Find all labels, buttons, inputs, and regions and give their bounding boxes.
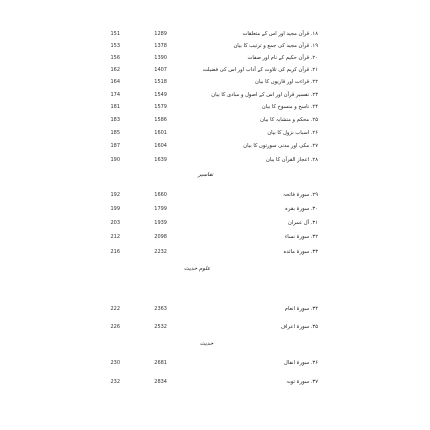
reference-number: 1579 bbox=[154, 104, 167, 110]
entry-title: ۳۵. سورۃ اعراف bbox=[280, 324, 318, 330]
reference-number: 1660 bbox=[154, 192, 167, 198]
table-row bbox=[0, 233, 430, 245]
section-heading: علوم حدیث bbox=[184, 266, 211, 272]
page-number: 181 bbox=[110, 104, 120, 110]
table-row bbox=[0, 42, 430, 54]
reference-number: 1601 bbox=[154, 130, 167, 136]
page-number: 190 bbox=[110, 157, 120, 163]
table-row bbox=[0, 205, 430, 217]
entry-title: ۲۶. اسباب نزول کا بیان bbox=[267, 130, 318, 136]
reference-number: 2363 bbox=[154, 306, 167, 312]
table-row bbox=[0, 248, 430, 260]
table-row bbox=[0, 91, 430, 103]
table-row bbox=[0, 142, 430, 154]
entry-title: ۳۱. آل عمران bbox=[288, 220, 318, 226]
reference-number: 2834 bbox=[154, 379, 167, 385]
section-heading: تفاسیر bbox=[198, 172, 214, 178]
reference-number: 1639 bbox=[154, 157, 167, 163]
reference-number: 2532 bbox=[154, 324, 167, 330]
table-row bbox=[0, 116, 430, 128]
entry-title: ۳۷. سورۃ توبہ bbox=[286, 379, 318, 385]
entry-title: ۲۳. تفسیر قرآن اور اس کے اصول و مبادی کا بیان bbox=[211, 92, 318, 98]
page-number: 226 bbox=[110, 324, 120, 330]
entry-title: ۲۰. قرآن حکیم کے نام اور صفات bbox=[247, 55, 318, 61]
table-row bbox=[0, 323, 430, 335]
table-row bbox=[0, 66, 430, 78]
entry-title: ۲۱. قرآن کریم کی تلاوت کے آداب اور اس کی فضیلت bbox=[202, 67, 318, 73]
entry-title: ۳۰. سورۃ بقرہ bbox=[284, 206, 318, 212]
page-number: 192 bbox=[110, 192, 120, 198]
reference-number: 2098 bbox=[154, 234, 167, 240]
page-number: 212 bbox=[110, 234, 120, 240]
reference-number: 1518 bbox=[154, 79, 167, 85]
reference-number: 1289 bbox=[154, 31, 167, 37]
entry-title: ۲۵. محکم و متشابہ کا بیان bbox=[260, 117, 318, 123]
page-number: 232 bbox=[110, 379, 120, 385]
table-row bbox=[0, 359, 430, 371]
table-row bbox=[0, 103, 430, 115]
reference-number: 1604 bbox=[154, 143, 167, 149]
reference-number: 1390 bbox=[154, 55, 167, 61]
entry-title: ۱۹. قرآن مجید کی جمع و ترتیب کا بیان bbox=[233, 43, 318, 49]
page-number: 230 bbox=[110, 360, 120, 366]
page-number: 156 bbox=[110, 55, 120, 61]
table-row bbox=[0, 305, 430, 317]
page-number: 151 bbox=[110, 31, 120, 37]
table-row bbox=[0, 219, 430, 231]
page-number: 162 bbox=[110, 67, 120, 73]
table-row bbox=[0, 54, 430, 66]
entry-title: ۱۸. قرآن مجید اور اس کے متعلقات bbox=[242, 31, 318, 37]
section-heading: حدیث bbox=[200, 341, 214, 347]
entry-title: ۲۲. قراءت اور قاریوں کا بیان bbox=[255, 79, 318, 85]
entry-title: ۳۶. سورۃ انفال bbox=[284, 360, 318, 366]
table-row bbox=[0, 129, 430, 141]
reference-number: 1799 bbox=[154, 206, 167, 212]
page-number: 183 bbox=[110, 117, 120, 123]
page-number: 174 bbox=[110, 92, 120, 98]
entry-title: ۲۹. سورۃ فاتحہ bbox=[283, 192, 318, 198]
reference-number: 1407 bbox=[154, 67, 167, 73]
reference-number: 2681 bbox=[154, 360, 167, 366]
entry-title: ۳۳. سورۃ مائدہ bbox=[283, 249, 318, 255]
table-row bbox=[0, 191, 430, 203]
page-number: 222 bbox=[110, 306, 120, 312]
reference-number: 1939 bbox=[154, 220, 167, 226]
table-row bbox=[0, 78, 430, 90]
entry-title: ۲۷. مکی اور مدنی سورتوں کا بیان bbox=[243, 143, 318, 149]
page-number: 199 bbox=[110, 206, 120, 212]
table-row bbox=[0, 30, 430, 42]
reference-number: 2232 bbox=[154, 249, 167, 255]
page-number: 185 bbox=[110, 130, 120, 136]
entry-title: ۲۸. اعجاز القرآن کا بیان bbox=[265, 157, 318, 163]
page-number: 216 bbox=[110, 249, 120, 255]
entry-title: ۳۲. سورۃ نساء bbox=[284, 234, 318, 240]
reference-number: 1378 bbox=[154, 43, 167, 49]
table-row bbox=[0, 378, 430, 390]
page-number: 153 bbox=[110, 43, 120, 49]
entry-title: ۳۴. سورۃ انعام bbox=[284, 306, 318, 312]
page-number: 187 bbox=[110, 143, 120, 149]
table-row bbox=[0, 156, 430, 168]
reference-number: 1549 bbox=[154, 92, 167, 98]
entry-title: ۲۴. ناسخ و منسوخ کا بیان bbox=[261, 104, 318, 110]
page-number: 203 bbox=[110, 220, 120, 226]
reference-number: 1586 bbox=[154, 117, 167, 123]
page-number: 164 bbox=[110, 79, 120, 85]
